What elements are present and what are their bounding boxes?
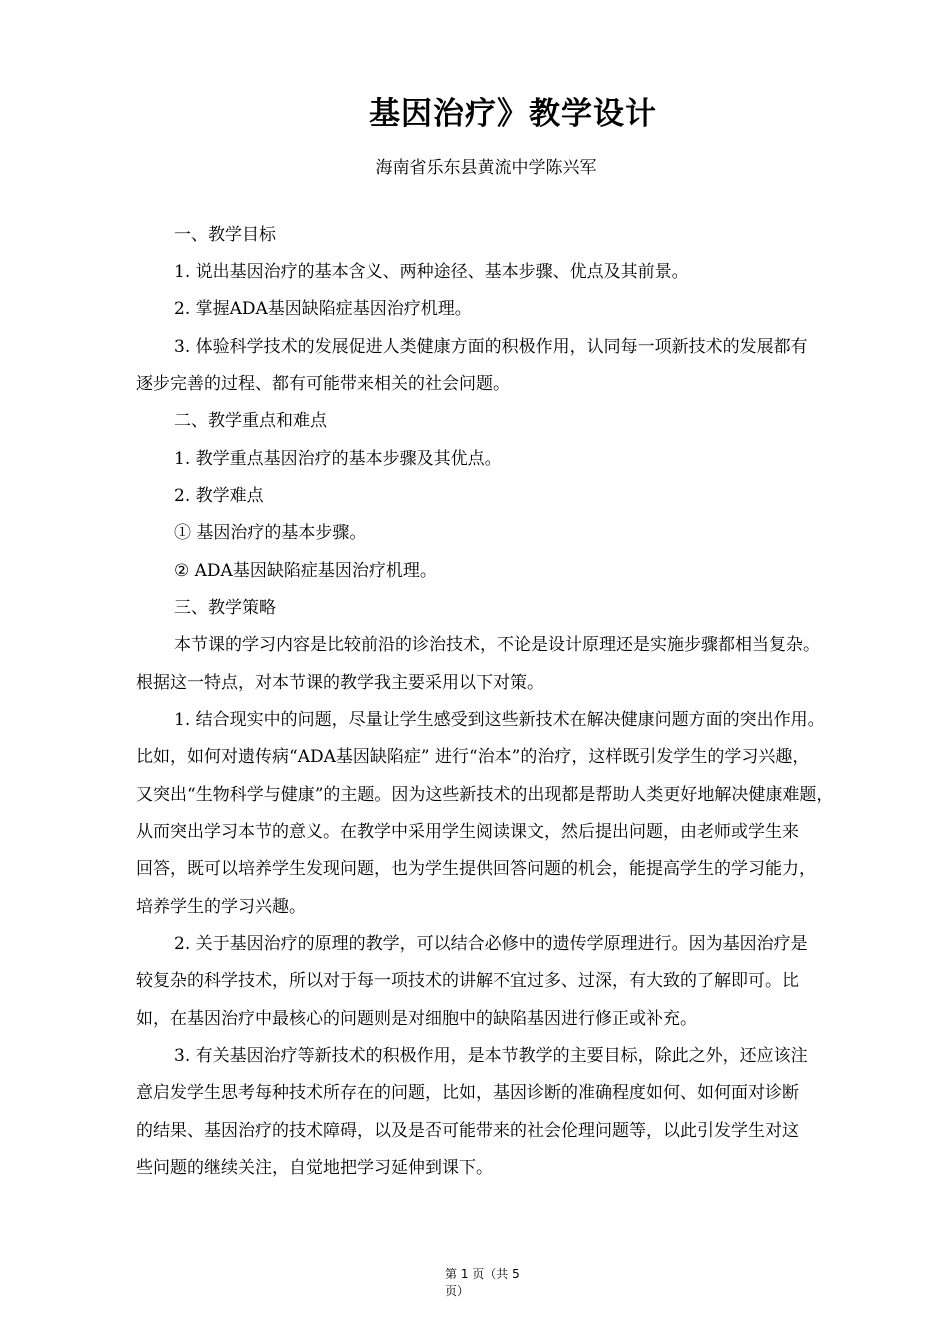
paragraph-line: ② ADA基因缺陷症基因治疗机理。	[174, 561, 437, 581]
paragraph-line: 从而突出学习本节的意义。在教学中采用学生阅读课文，然后提出问题，由老师或学生来	[136, 822, 799, 842]
paragraph-line: 2. 教学难点	[174, 486, 264, 506]
paragraph-line: 3. 有关基因治疗等新技术的积极作用，是本节教学的主要目标，除此之外，还应该注	[174, 1046, 808, 1066]
paragraph-line: 2. 关于基因治疗的原理的教学，可以结合必修中的遗传学原理进行。因为基因治疗是	[174, 934, 808, 954]
paragraph-line: 根据这一特点，对本节课的教学我主要采用以下对策。	[136, 673, 544, 693]
paragraph-line: ① 基因治疗的基本步骤。	[174, 523, 367, 543]
paragraph-line: 1. 结合现实中的问题，尽量让学生感受到这些新技术在解决健康问题方面的突出作用。	[174, 710, 825, 730]
paragraph-line: 意启发学生思考每种技术所存在的问题，比如，基因诊断的准确程度如何、如何面对诊断	[136, 1083, 799, 1103]
paragraph-line: 逐步完善的过程、都有可能带来相关的社会问题。	[136, 374, 510, 394]
page-number: 第 1 页（共 5	[445, 1267, 520, 1281]
document-title: 基因治疗》教学设计	[369, 96, 657, 132]
paragraph-line: 1. 教学重点基因治疗的基本步骤及其优点。	[174, 449, 502, 469]
document-author: 海南省乐东县黄流中学陈兴军	[375, 158, 597, 178]
section-heading-keypoints: 二、教学重点和难点	[174, 411, 327, 431]
paragraph-line: 2. 掌握ADA基因缺陷症基因治疗机理。	[174, 299, 472, 319]
paragraph-line: 比如，如何对遗传病“ADA基因缺陷症” 进行“治本”的治疗，这样既引发学生的学习兴趣，	[136, 747, 810, 767]
paragraph-line: 培养学生的学习兴趣。	[136, 897, 306, 917]
paragraph-line: 较复杂的科学技术，所以对于每一项技术的讲解不宜过多、过深，有大致的了解即可。比	[136, 971, 799, 991]
section-heading-goals: 一、教学目标	[174, 225, 276, 245]
section-heading-strategy: 三、教学策略	[174, 598, 276, 618]
paragraph-line: 如，在基因治疗中最核心的问题则是对细胞中的缺陷基因进行修正或补充。	[136, 1009, 697, 1029]
paragraph-line: 又突出“生物科学与健康”的主题。因为这些新技术的出现都是帮助人类更好地解决健康难题，	[136, 785, 834, 805]
paragraph-line: 回答，既可以培养学生发现问题，也为学生提供回答问题的机会，能提高学生的学习能力，	[136, 859, 816, 879]
paragraph-line: 1. 说出基因治疗的基本含义、两种途径、基本步骤、优点及其前景。	[174, 262, 689, 282]
page-number-continued: 页）	[445, 1284, 470, 1298]
paragraph-line: 3. 体验科学技术的发展促进人类健康方面的积极作用，认同每一项新技术的发展都有	[174, 337, 808, 357]
paragraph-line: 的结果、基因治疗的技术障碍，以及是否可能带来的社会伦理问题等，以此引发学生对这	[136, 1121, 799, 1141]
paragraph-line: 些问题的继续关注，自觉地把学习延伸到课下。	[136, 1158, 493, 1178]
paragraph-line: 本节课的学习内容是比较前沿的诊治技术，不论是设计原理还是实施步骤都相当复杂。	[174, 635, 820, 655]
